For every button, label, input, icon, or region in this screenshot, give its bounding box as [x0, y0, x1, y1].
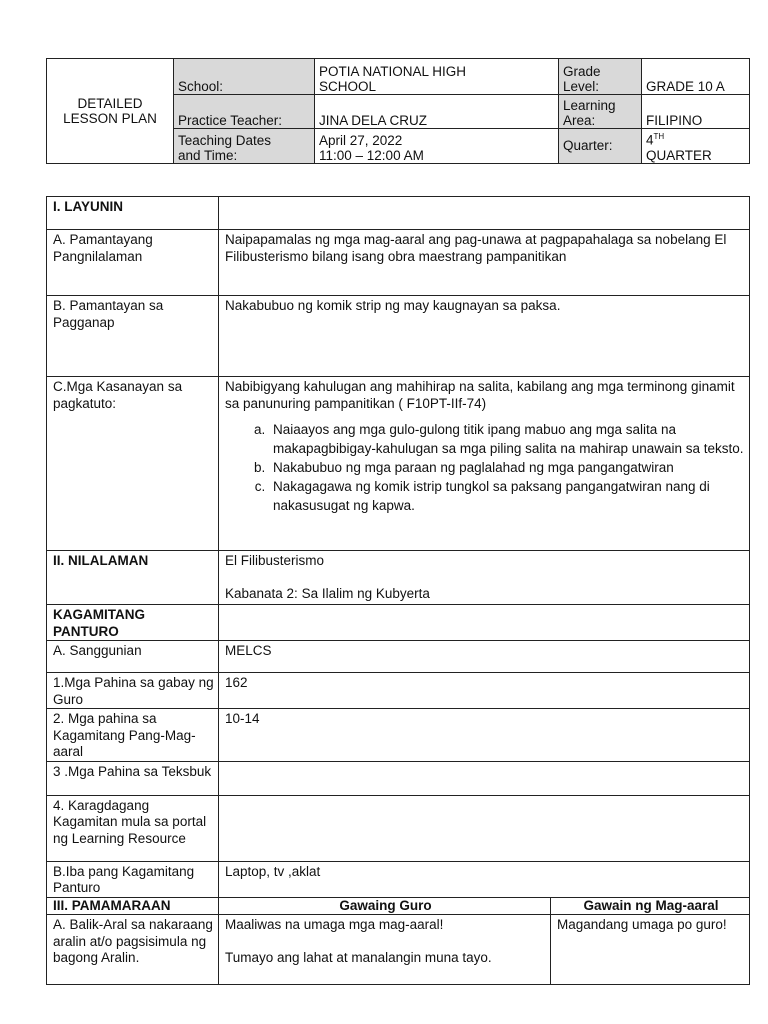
nilalaman-line-1: El Filibusterismo — [225, 553, 325, 568]
iba-pang-label: B.Iba pang Kagamitang Panturo — [47, 861, 219, 897]
balik-aral-magaaral: Magandang umaga po guro! — [551, 915, 750, 985]
grade-label-line-1: Grade — [563, 64, 601, 79]
karagdagang-label: 4. Karagdagang Kagamitan mula sa portal ng Learning Resource — [47, 795, 219, 861]
quarter-label: Quarter: — [559, 129, 642, 164]
grade-value: GRADE 10 A — [642, 59, 750, 95]
area-label-line-1: Learning — [563, 98, 616, 113]
dates-value — [315, 129, 559, 164]
balik-guro-line-1: Maaliwas na umaga mga mag-aaral! — [225, 917, 444, 932]
teksbuk-value — [219, 761, 750, 795]
school-value — [315, 59, 559, 95]
dates-label-line-1: Teaching Dates — [178, 132, 272, 148]
kasanayan-item-b: b. Nakabubuo ng mga paraan ng paglalahad ng mga pangangatwiran — [269, 458, 745, 477]
kasanayan-list — [225, 420, 745, 515]
teacher-label: Practice Teacher: — [174, 95, 315, 129]
sanggunian-label: A. Sanggunian — [47, 641, 219, 673]
kasanayan-cell — [219, 377, 750, 551]
pamamaraan-heading: III. PAMAMARAAN — [47, 897, 219, 915]
grade-label — [559, 59, 642, 95]
area-value: FILIPINO — [642, 95, 750, 129]
kasanayan-text: Nabibigyang kahulugan ang mahihirap na salita, kabilang ang mga terminong ginamit sa panunuring pampanitikan ( F10PT-IIf-74) — [225, 379, 735, 411]
pagganap-label: B. Pamantayan sa Pagganap — [47, 296, 219, 377]
grade-label-line-2: Level: — [563, 79, 600, 94]
area-label-line-2: Area: — [563, 113, 596, 128]
guro-pages-value: 162 — [219, 673, 750, 709]
guro-pages-label: 1.Mga Pahina sa gabay ng Guro — [47, 673, 219, 709]
pamantayang-text: Naipapamalas ng mga mag-aaral ang pag-unawa at pagpapahalaga sa nobelang El Filibusterismo bilang isang obra maestrang pampanitikan — [219, 230, 750, 296]
gawain-magaaral-heading: Gawain ng Mag-aaral — [551, 897, 750, 915]
kagamitan-heading: KAGAMITANG PANTURO — [47, 605, 219, 641]
sanggunian-value: MELCS — [219, 641, 750, 673]
quarter-word: QUARTER — [646, 147, 712, 163]
quarter-number: 4 — [646, 132, 654, 148]
dates-value-line-2: 11:00 – 12:00 AM — [319, 147, 424, 163]
layunin-empty-cell — [219, 197, 750, 230]
document-title — [47, 59, 174, 164]
kasanayan-item-c: c. Nakagagawa ng komik istrip tungkol sa paksang pangangatwiran nang di nakasusugat ng kapwa. — [269, 477, 745, 515]
dates-label — [174, 129, 315, 164]
title-line-1: DETAILED — [77, 95, 143, 111]
quarter-value — [642, 129, 750, 164]
nilalaman-cell — [219, 551, 750, 605]
pamantayang-label: A. Pamantayang Pangnilalaman — [47, 230, 219, 296]
layunin-heading: I. LAYUNIN — [47, 197, 219, 230]
dates-value-line-1: April 27, 2022 — [319, 132, 403, 148]
magaaral-pages-value: 10-14 — [219, 709, 750, 762]
nilalaman-line-2: Kabanata 2: Sa Ilalim ng Kubyerta — [225, 585, 430, 601]
kagamitan-empty-cell — [219, 605, 750, 641]
magaaral-pages-label: 2. Mga pahina sa Kagamitang Pang-Mag-aaral — [47, 709, 219, 762]
kasanayan-item-a: a. Naiaayos ang mga gulo-gulong titik ipang mabuo ang mga salita na makapagbibigay-kahulugan sa mga piling salita na mahirap unawain sa teksto. — [269, 420, 745, 458]
teacher-value: JINA DELA CRUZ — [315, 95, 559, 129]
school-label: School: — [174, 59, 315, 95]
lesson-header-table — [46, 58, 750, 164]
nilalaman-heading: II. NILALAMAN — [47, 551, 219, 605]
karagdagang-value — [219, 795, 750, 861]
quarter-superscript: TH — [653, 132, 665, 141]
balik-aral-guro — [219, 915, 551, 985]
title-line-2: LESSON PLAN — [63, 110, 157, 126]
school-value-line-2: SCHOOL — [319, 79, 377, 94]
pagganap-text: Nakabubuo ng komik strip ng may kaugnayan sa paksa. — [219, 296, 750, 377]
kasanayan-label: C.Mga Kasanayan sa pagkatuto: — [47, 377, 219, 551]
iba-pang-value: Laptop, tv ,aklat — [219, 861, 750, 897]
balik-aral-label: A. Balik-Aral sa nakaraang aralin at/o pagsisimula ng bagong Aralin. — [47, 915, 219, 985]
dates-label-line-2: and Time: — [178, 147, 238, 163]
area-label — [559, 95, 642, 129]
school-value-line-1: POTIA NATIONAL HIGH — [319, 64, 467, 79]
teksbuk-label: 3 .Mga Pahina sa Teksbuk — [47, 761, 219, 795]
gawaing-guro-heading: Gawaing Guro — [219, 897, 551, 915]
balik-guro-line-2: Tumayo ang lahat at manalangin muna tayo. — [225, 949, 492, 965]
lesson-plan-table — [46, 196, 750, 985]
